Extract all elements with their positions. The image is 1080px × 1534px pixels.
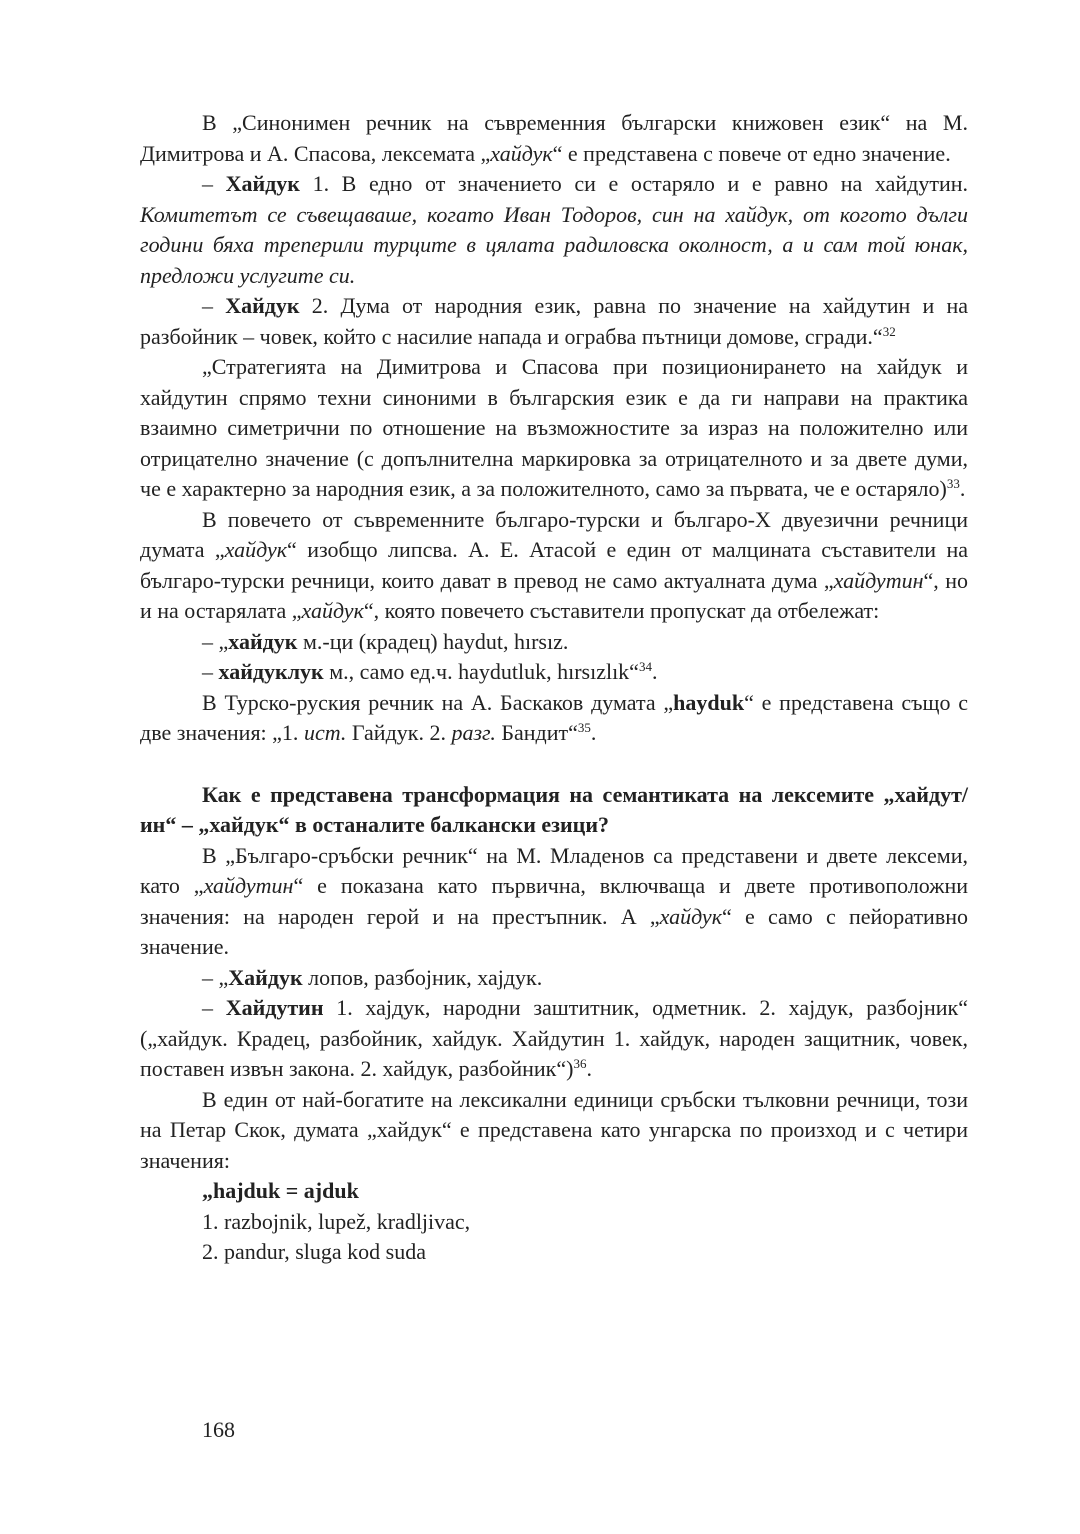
dictionary-entry [140, 627, 968, 658]
text: “ е представена с повече от едно значение. [552, 140, 951, 166]
italic-term: хайдутин [833, 567, 924, 593]
text: Бандит“ [495, 720, 578, 745]
page-body [140, 108, 968, 1268]
bold-headword: hayduk [673, 689, 745, 715]
bold-headword: Хайдутин [225, 995, 324, 1020]
text: В един от най-богатите на лексикални единици сръбски тълковни речници, този на Петар Скок, думата „хайдук“ е представена като унгарска по произход и с четири значения: [140, 1086, 968, 1173]
text: – „ [202, 964, 229, 990]
footnote-ref: 34 [638, 659, 652, 674]
footnote-ref: 35 [577, 720, 591, 735]
text: Гайдук. 2. [346, 720, 452, 745]
dictionary-entry [140, 1176, 968, 1207]
text: – [202, 293, 226, 318]
section-spacer [140, 749, 968, 780]
italic-term: хайдук [224, 537, 288, 562]
paragraph-4 [140, 352, 968, 505]
text: . [590, 720, 597, 745]
footnote-ref: 36 [573, 1056, 587, 1071]
text: “ е показана като първична, включваща и двете противоположни значения: на народен герой и на престъпник. А „ [140, 873, 968, 929]
italic-example: Комитетът се съвещаваше, когато Иван Тодоров, син на хайдук, от когото дълги години бяха треперили турците в цялата радиловска околност, а и сам той юнак, предложи услугите си. [140, 201, 968, 288]
paragraph-5 [140, 505, 968, 627]
text: „Стратегията на Димитрова и Спасова при позиционирането на хайдук и хайдутин спрямо техни синоними в българския език е да ги направи на практика взаимно симетрични по отношение на възможностите за израз на положително или отрицателно значение (с допълнителна маркировка за отрицателното и за двете думи, че е характерно за народния език, а за положителното, само за първата, че е остаряло) [140, 354, 968, 501]
paragraph-8 [140, 688, 968, 749]
text: м.-ци (крадец) haydut, hırsız. [297, 628, 569, 654]
text: В повечето от съвременните българо-турски и българо-Х двуезични речници думата „ [140, 506, 968, 562]
text: “ изобщо липсва. А. Е. Атасой е един от малцината съставители на българо-турски речници, които дават в превод не само актуалната дума „ [140, 537, 968, 593]
paragraph-3 [140, 291, 968, 352]
text: “, но и на остарялата „ [140, 567, 968, 623]
text: В „Българо-сръбски речник“ на М. Младенов са представени и двете лексеми, като „ [140, 842, 968, 898]
footnote-ref: 32 [882, 323, 896, 339]
bold-headword: хайдуклук [218, 659, 324, 684]
italic-abbr: разг. [451, 720, 496, 745]
italic-term: хайдук [490, 140, 553, 166]
heading-text: Как е представена трансформация на семантиката на лексемите „хайдут/ин“ – „хайдук“ в останалите балкански езици? [140, 781, 968, 837]
text: – [202, 659, 219, 684]
dictionary-entry [140, 657, 968, 688]
bold-headword: Хайдук [225, 293, 300, 318]
text: . [959, 476, 966, 501]
bold-headword: „hajduk = ajduk [202, 1178, 359, 1203]
list-item: 2. pandur, sluga kod suda [202, 1239, 426, 1264]
text: м., само ед.ч. haydutluk, hırsızlık“ [323, 659, 639, 684]
italic-term: хайдук [659, 903, 722, 929]
text: 1. хајдук, народни заштитник, одметник. 2. хајдук, разбојник“ („хайдук. Крадец, разбойник, хайдук. Хайдутин 1. хайдук, народен защитник, човек, поставен извън закона. 2. хайдук, разбойник“) [140, 995, 969, 1081]
text: 1. В едно от значението си е остаряло и е равно на хайдутин. [299, 171, 969, 196]
text: В Турско-руския речник на А. Баскаков думата „ [202, 689, 674, 715]
paragraph-1 [140, 108, 968, 169]
text: . [586, 1056, 592, 1081]
footnote-ref: 33 [946, 476, 960, 491]
list-item: 1. razbojnik, lupež, kradljivac, [202, 1208, 471, 1234]
paragraph-2 [140, 169, 968, 291]
text: – [202, 171, 226, 196]
text: В „Синонимен речник на съвременния български книжовен език“ на М. Димитрова и А. Спасова, лексемата „ [140, 110, 968, 166]
page-number: 168 [202, 1417, 235, 1442]
paragraph-9 [140, 841, 968, 963]
italic-abbr: ист. [303, 720, 347, 745]
text: 2. Дума от народния език, равна по значение на хайдутин и на разбойник – човек, който с насилие напада и ограбва пътници домове, сгради.“ [140, 293, 969, 349]
text: . [651, 659, 658, 684]
paragraph-12 [140, 1085, 968, 1177]
text: – [202, 995, 226, 1020]
text: “ е само с пейоративно значение. [140, 903, 968, 959]
bold-headword: хайдук [228, 628, 298, 654]
text: “ е представена също с две значения: „1. [140, 689, 968, 745]
italic-term: хайдук [301, 598, 364, 623]
section-heading [140, 780, 968, 841]
italic-term: хайдутин [203, 873, 294, 898]
text: – „ [202, 628, 229, 654]
dictionary-entry [140, 963, 968, 994]
text: “, която повечето съставители пропускат да отбележат: [363, 598, 880, 623]
bold-headword: Хайдук [228, 964, 303, 990]
bold-headword: Хайдук [225, 171, 300, 196]
dictionary-entry [140, 993, 968, 1085]
text: лопов, разбојник, хајдук. [302, 964, 543, 990]
